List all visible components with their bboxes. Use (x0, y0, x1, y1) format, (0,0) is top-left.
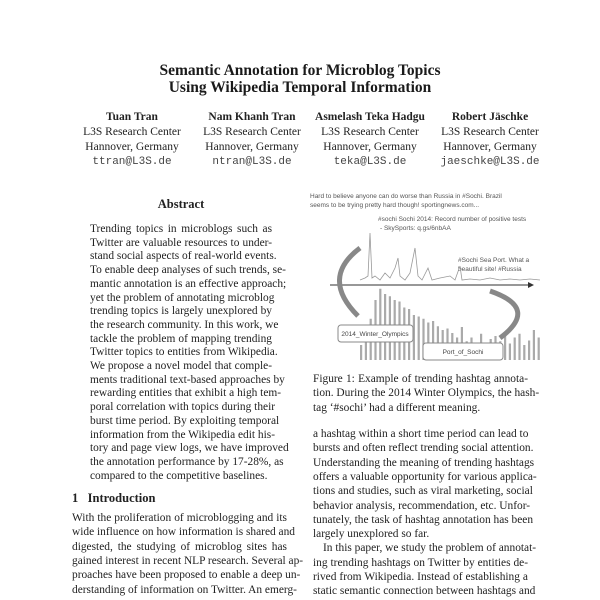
author-affil: L3S Research Center (441, 126, 539, 138)
author-name: Robert Jäschke (451, 111, 529, 123)
tweet-1-cont: seems to be trying pretty hard though! sportingnews.com... (310, 202, 480, 209)
body-line: offers a valuable opportunity for various applica- (313, 470, 537, 483)
abstract-line: the annotation performance by 17-28%, as (90, 455, 284, 468)
author-email: teka@L3S.de (333, 156, 407, 168)
abstract-line: the research community. In this work, we (90, 318, 279, 331)
body-line: static semantic connection between hashtags and (313, 585, 536, 598)
intro-line: proaches have been proposed to enable a deep un- (72, 569, 301, 582)
tweet-3-cont: beautiful site! #Russia (458, 266, 522, 273)
page-view-bar (518, 334, 520, 360)
intro-line: wide influence on how information is shared and (72, 526, 296, 539)
author-email: ntran@L3S.de (212, 156, 292, 168)
author-email: jaeschke@L3S.de (440, 156, 540, 168)
page-view-bar (538, 338, 540, 361)
abstract-line: compared to the competitive baselines. (90, 469, 268, 482)
intro-line: digested, the studying of microblog sites has (72, 540, 287, 553)
abstract-line: yet the problem of annotating microblog (90, 291, 275, 304)
page-view-bar (360, 345, 362, 360)
abstract-line: tackle the problem of mapping trending (90, 332, 272, 345)
author-city: Hannover, Germany (443, 141, 537, 153)
body-line: tions and studies, such as viral marketing, social (313, 485, 533, 498)
intro-line: With the proliferation of microblogging and its (72, 512, 287, 524)
author-name: Nam Khanh Tran (208, 111, 296, 123)
body-line: a hashtag within a short time period can lead to (313, 428, 529, 440)
abstract-line: rewarding entities that exhibit a high tem- (90, 387, 282, 400)
body-line: bursts and often reflect trending social attention. (313, 442, 534, 455)
abstract-heading: Abstract (157, 197, 205, 211)
page-view-bar (418, 317, 420, 361)
section-heading: 1 Introduction (72, 491, 156, 505)
abstract-line: burst time period. By exploiting temporal (90, 414, 280, 427)
abstract-line: poral correlation with topics during their (90, 401, 276, 414)
body-line: largely unexplored so far. (313, 528, 430, 541)
caption-line: Figure 1: Example of trending hashtag annota- (313, 373, 528, 385)
figure-1 (300, 188, 550, 368)
caption-line: tion. During the 2014 Winter Olympics, the hash- (313, 387, 540, 400)
page-view-bar (528, 341, 530, 361)
body-line: tunately, the task of hashtag annotation has been (313, 513, 534, 526)
abstract-line: information from the Wikipedia edit his- (90, 428, 276, 441)
abstract-line: trending topics is largely unexplored by (90, 305, 272, 318)
tweet-1: Hard to believe anyone can do worse than Russia in #Sochi. Brazil (310, 193, 502, 200)
author-city: Hannover, Germany (323, 141, 417, 153)
paper-title-line-2: Using Wikipedia Temporal Information (168, 79, 432, 96)
author-affil: L3S Research Center (83, 126, 181, 138)
intro-line: gained interest in recent NLP research. Several ap- (72, 554, 304, 567)
entity-1-label: 2014_Winter_Olympics (341, 331, 409, 338)
intro-line: derstanding of information on Twitter. An emerg- (72, 583, 297, 596)
author-name: Tuan Tran (106, 111, 158, 123)
body-line: behavior analysis, recommendation, etc. Unfor- (313, 499, 531, 512)
abstract-line: We propose a novel model that comple- (90, 360, 272, 372)
abstract-line: tory and page view logs, we have improved (90, 442, 289, 455)
author-affil: L3S Research Center (321, 126, 419, 138)
abstract-line: To enable deep analyses of such trends, se- (90, 264, 286, 277)
abstract-line: Trending topics in microblogs such as (90, 223, 272, 235)
abstract-line: stand social aspects of real-world events. (90, 250, 277, 263)
page-view-bar (514, 338, 516, 361)
body-line: ing trending hashtags on Twitter by entities de- (313, 556, 528, 569)
page-view-bar (379, 289, 381, 360)
author-affil: L3S Research Center (203, 126, 301, 138)
axis-arrow-icon (528, 282, 534, 288)
caption-line: tag ‘#sochi’ had a different meaning. (313, 401, 481, 414)
author-city: Hannover, Germany (85, 141, 179, 153)
tweet-3: #Sochi Sea Port. What a (458, 257, 530, 264)
tweet-2: #sochi Sochi 2014: Record number of positive tests (378, 216, 527, 223)
page-view-bar (533, 330, 535, 360)
abstract-line: Twitter are valuable resources to under- (90, 236, 272, 249)
page-view-bar (523, 345, 525, 360)
abstract-line: ments traditional text-based approaches by (90, 373, 285, 386)
author-city: Hannover, Germany (205, 141, 299, 153)
arrow-to-entity-1-icon (339, 248, 360, 316)
entity-2-label: Port_of_Sochi (442, 349, 484, 356)
body-line: rived from Wikipedia. Instead of establishing a (313, 571, 528, 583)
author-email: ttran@L3S.de (92, 156, 172, 168)
body-line: Understanding the meaning of trending hashtags (313, 456, 535, 469)
author-name: Asmelash Teka Hadgu (315, 111, 425, 123)
abstract-line: mantic annotation is an effective approach; (90, 277, 287, 290)
abstract-line: Twitter topics to entities from Wikipedia. (90, 346, 278, 359)
page-view-bar (509, 344, 511, 361)
body-line: In this paper, we study the problem of annotat- (323, 542, 537, 555)
paper-title-line-1: Semantic Annotation for Microblog Topics (159, 62, 441, 79)
tweet-2-cont: - SkySports: q.gs/6nbAA (380, 225, 451, 232)
arrow-to-entity-2-icon (490, 291, 518, 338)
